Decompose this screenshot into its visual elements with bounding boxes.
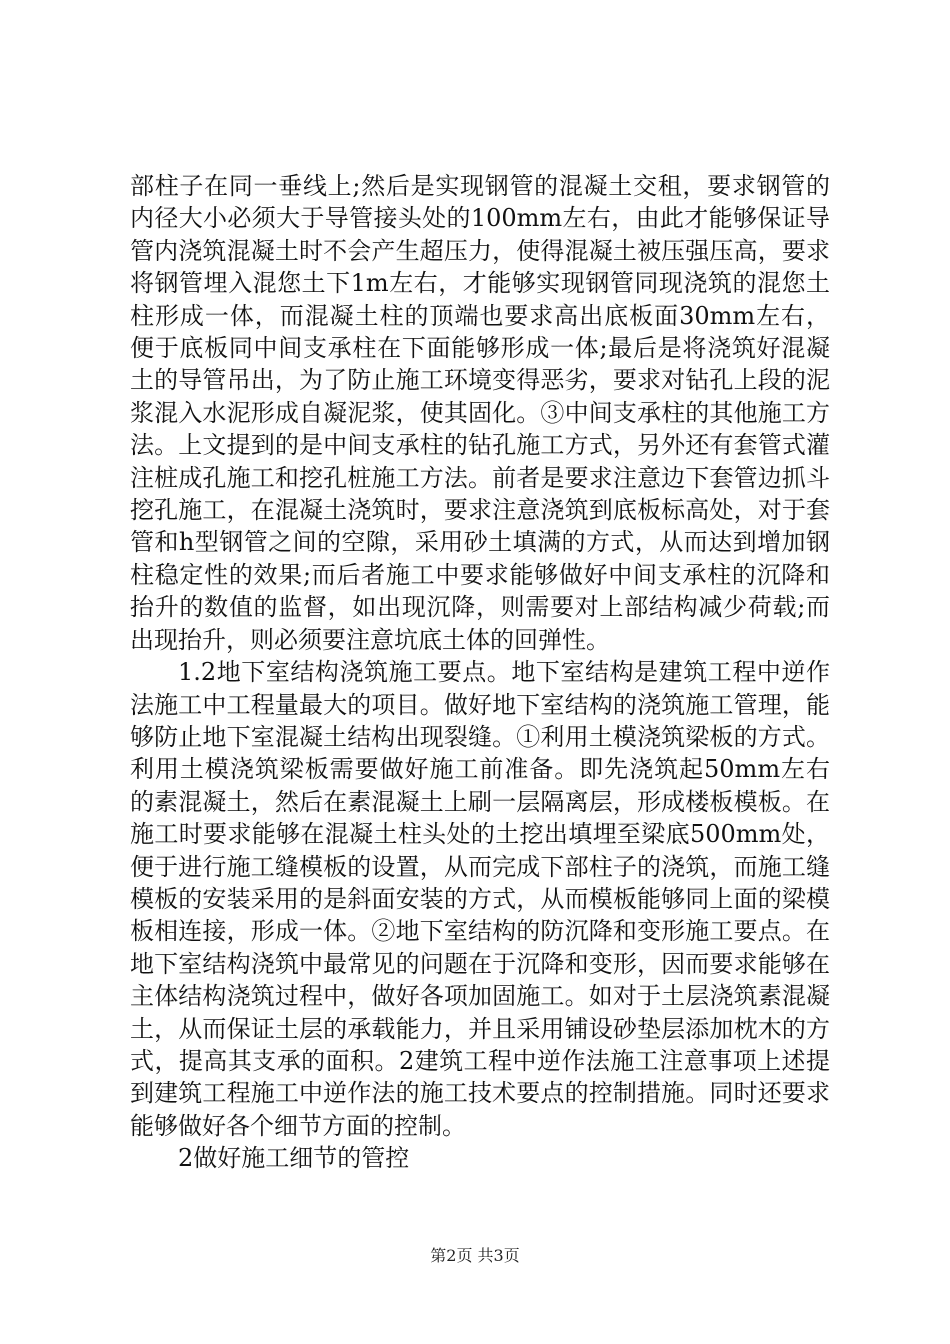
paragraph-continuation: 部柱子在同一垂线上;然后是实现钢管的混凝土交租，要求钢管的内径大小必须大于导管接头处的100mm左右，由此才能够保证导管内浇筑混凝土时不会产生超压力，使得混凝土被压强压高，要求将钢管埋入混您土下1m左右，才能够实现钢管同现浇筑的混您土柱形成一体，而混凝土柱的顶端也要求高出底板面30mm左右，便于底板同中间支承柱在下面能够形成一体;最后是将浇筑好混凝土的导管吊出，为了防止施工环境变得恶劣，要求对钻孔上段的泥浆混入水泥形成自凝泥浆，使其固化。③中间支承柱的其他施工方法。上文提到的是中间支承柱的钻孔施工方式，另外还有套管式灌注桩成孔施工和挖孔桩施工方法。前者是要求注意边下套管边抓斗挖孔施工，在混凝土浇筑时，要求注意浇筑到底板标高处，对于套管和h型钢管之间的空隙，采用砂土填满的方式，从而达到增加钢柱稳定性的效果;而后者施工中要求能够做好中间支承柱的沉降和抬升的数值的监督，如出现沉降，则需要对上部结构减少荷载;而出现抬升，则必须要注意坑底土体的回弹性。	[130, 172, 830, 654]
paragraph-heading-2: 2做好施工细节的管控	[178, 1144, 410, 1173]
page-footer: 第2页 共3页	[430, 1246, 520, 1265]
document-body	[130, 170, 830, 1175]
paragraph-section-1-2: 1.2地下室结构浇筑施工要点。地下室结构是建筑工程中逆作法施工中工程量最大的项目。做好地下室结构的浇筑施工管理，能够防止地下室混凝土结构出现裂缝。①利用土模浇筑梁板的方式。利用土模浇筑梁板需要做好施工前准备。即先浇筑起50mm左右的素混凝土，然后在素混凝土上刷一层隔离层，形成楼板模板。在施工时要求能够在混凝土柱头处的土挖出填埋至梁底500mm处，便于进行施工缝模板的设置，从而完成下部柱子的浇筑，而施工缝模板的安装采用的是斜面安装的方式，从而模板能够同上面的梁模板相连接，形成一体。②地下室结构的防沉降和变形施工要点。在地下室结构浇筑中最常见的问题在于沉降和变形，因而要求能够在主体结构浇筑过程中，做好各项加固施工。如对于土层浇筑素混凝土，从而保证土层的承载能力，并且采用铺设砂垫层添加枕木的方式，提高其支承的面积。2建筑工程中逆作法施工注意事项上述提到建筑工程施工中逆作法的施工技术要点的控制措施。同时还要求能够做好各个细节方面的控制。	[130, 658, 830, 1140]
